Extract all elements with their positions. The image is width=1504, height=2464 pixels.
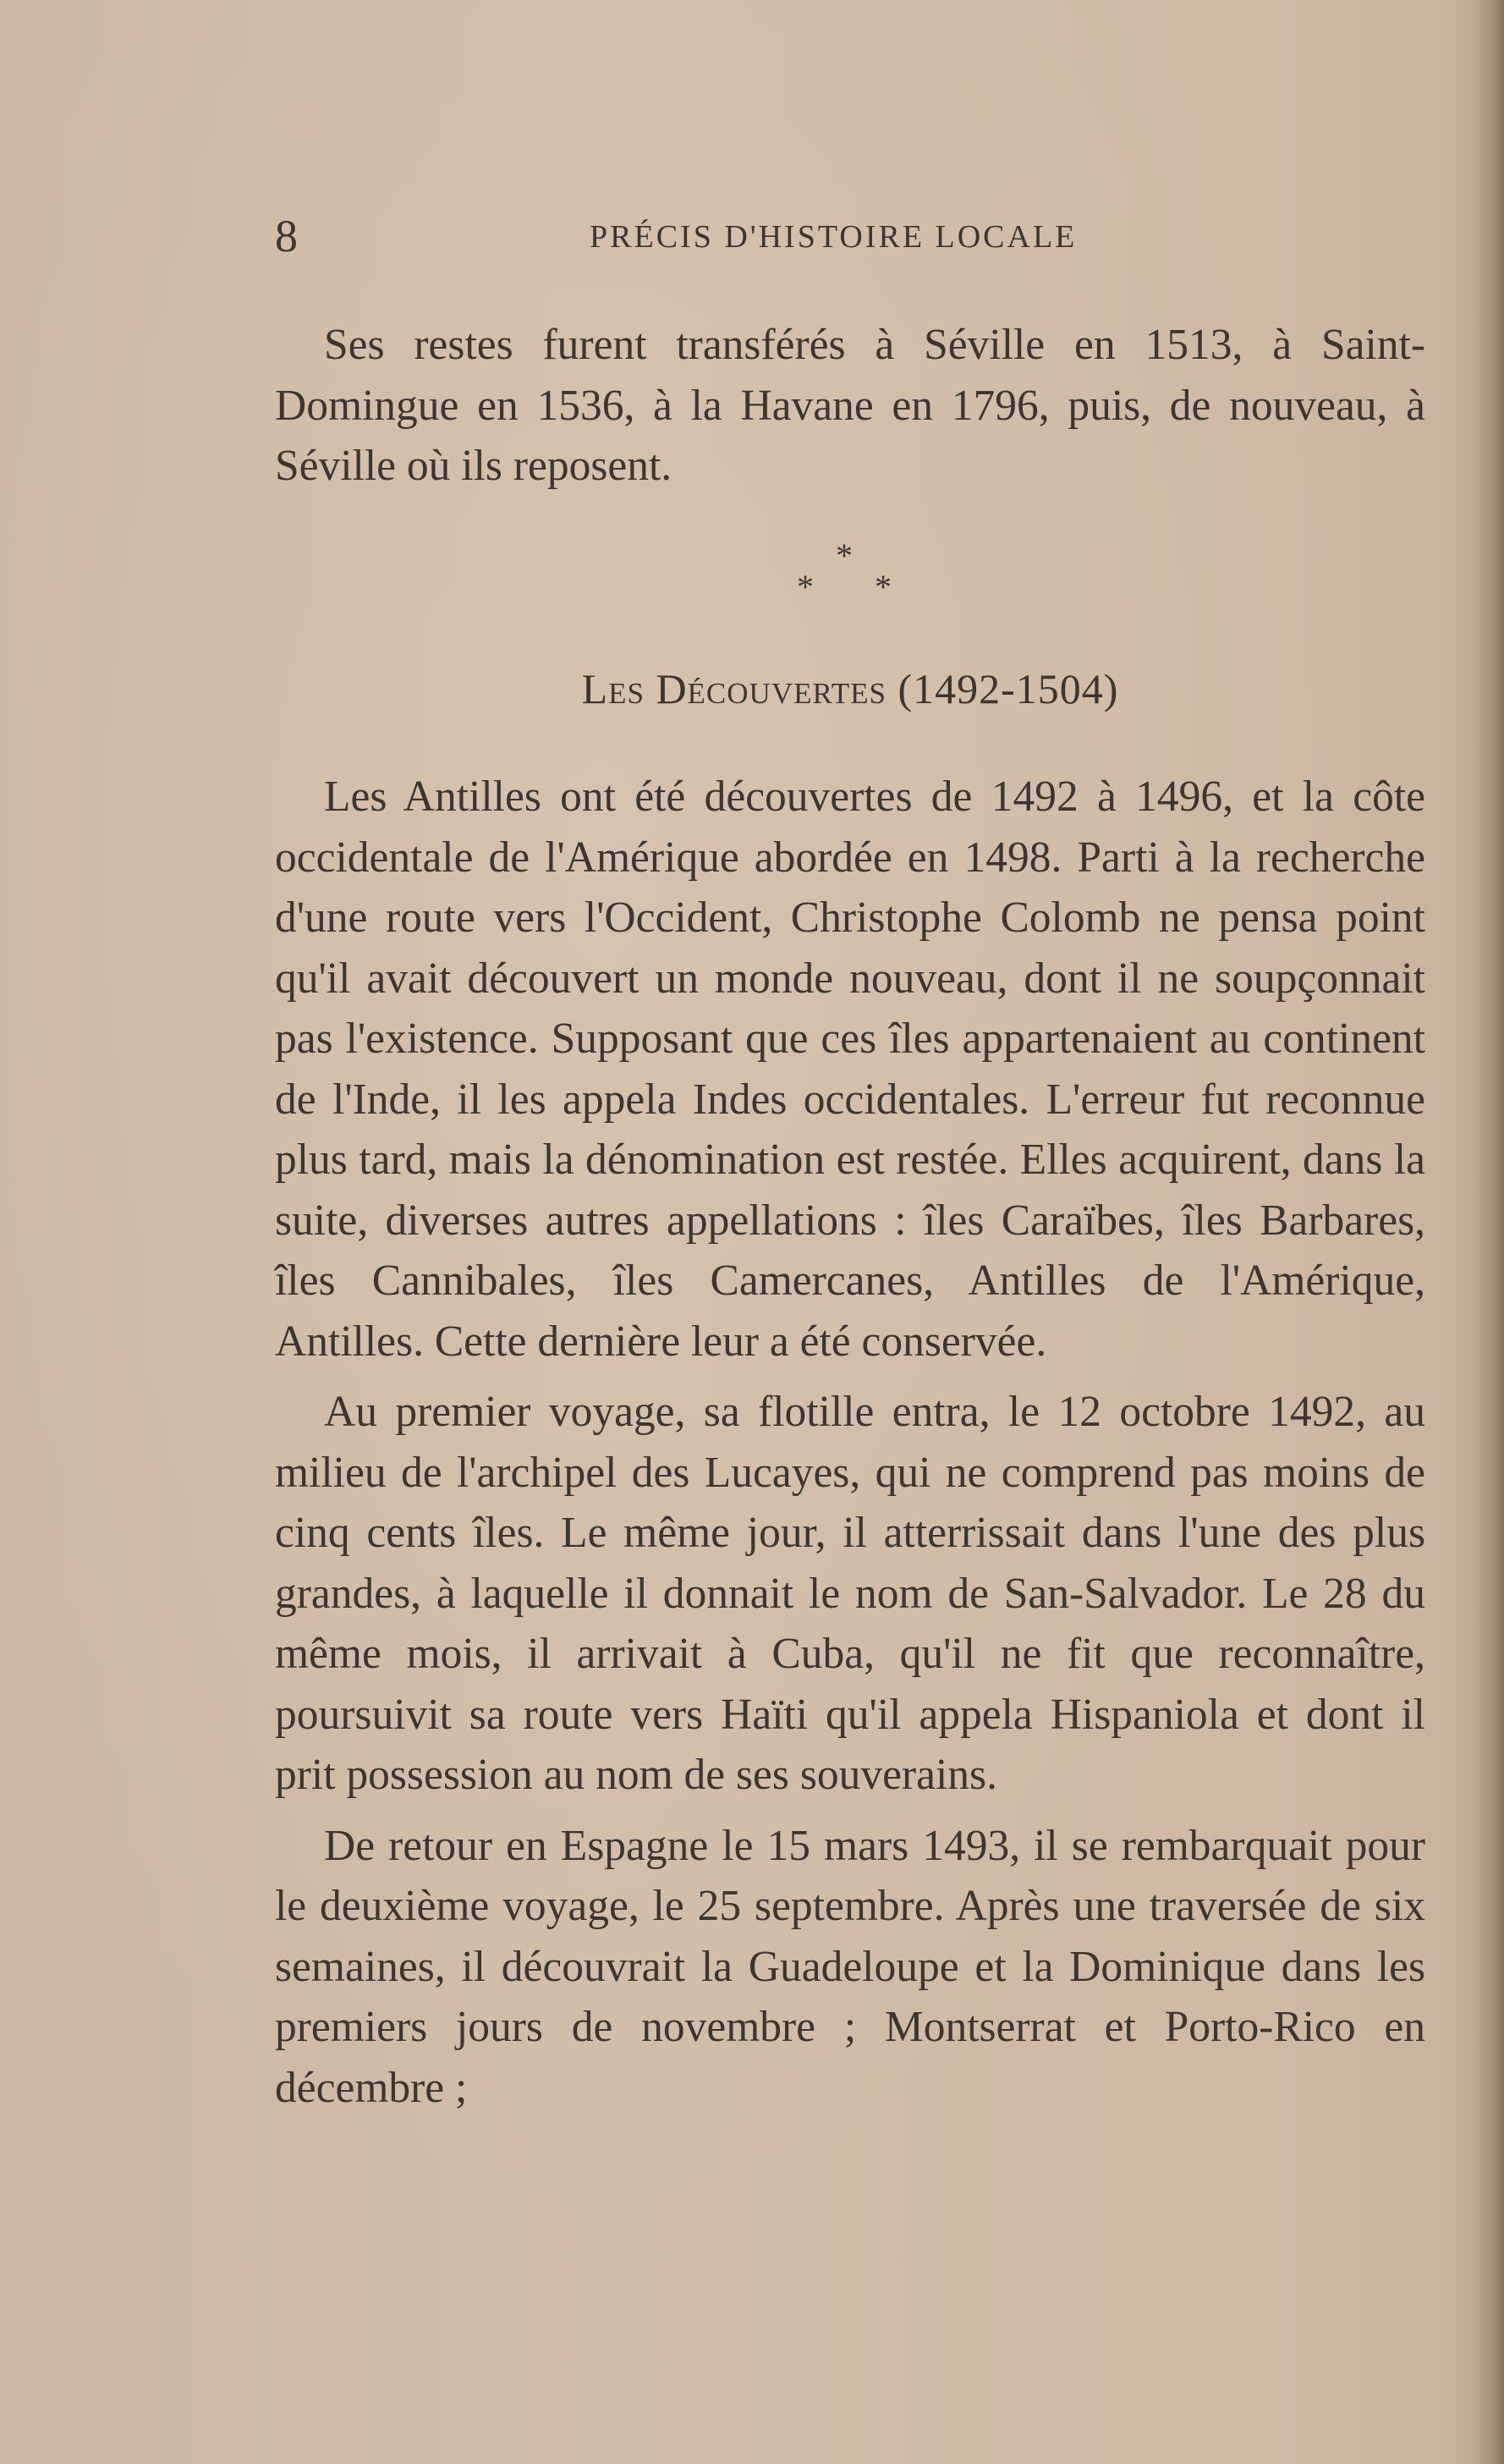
intro-paragraph: Ses restes furent transférés à Séville en 1513, à Saint-Domingue en 1536, à la Havane en 1796, puis, de nouveau, à Séville où ils reposent. — [275, 321, 1425, 490]
page-edge-shadow — [1475, 0, 1504, 2464]
asterism-star-right: * — [875, 568, 892, 606]
paragraph: Au premier voyage, sa flotille entra, le 12 octobre 1492, au milieu de l'archipel des Lucayes, qui ne comprend pas moins de cinq cents îles. Le même jour, il atterrissait dans l'une des plus grandes, à laquelle il donnait le nom de San-Salvador. Le 28 du même mois, il arrivait à Cuba, qu'il ne fit que reconnaître, poursuivit sa route vers Haïti qu'il appela Hispaniola et dont il prit possession au nom de ses souverains. — [275, 1388, 1425, 1799]
page-number: 8 — [275, 211, 298, 261]
page-header — [275, 206, 1417, 266]
asterism-star-left: * — [797, 568, 814, 606]
section-body — [275, 767, 1425, 2118]
paragraph: De retour en Espagne le 15 mars 1493, il se rembarquait pour le deuxième voyage, le 25 septembre. Après une traversée de six semaines, il découvrait la Guadeloupe et la Dominique dans les premiers jours de novembre ; Montserrat et Porto-Rico en décembre ; — [275, 1821, 1425, 2112]
asterism-star-top: * — [836, 536, 853, 575]
asterism-separator — [761, 535, 914, 606]
running-title: PRÉCIS D'HISTOIRE LOCALE — [590, 219, 1078, 255]
paragraph: Les Antilles ont été découvertes de 1492 à 1496, et la côte occidentale de l'Amérique abordée en 1498. Parti à la recherche d'une route vers l'Occident, Christophe Colomb ne pensa point qu'il avait découvert un monde nouveau, dont il ne soupçonnait pas l'existence. Supposant que ces îles appartenaient au continent de l'Inde, il les appela Indes occidentales. L'erreur fut reconnue plus tard, mais la dénomination est restée. Elles acquirent, dans la suite, diverses autres appellations : îles Caraïbes, îles Barbares, îles Cannibales, îles Camercanes, Antilles de l'Amérique, Antilles. Cette dernière leur a été conservée. — [275, 773, 1425, 1366]
section-heading: Les Découvertes (1492-1504) — [581, 665, 1119, 712]
intro-text-block — [275, 315, 1425, 497]
